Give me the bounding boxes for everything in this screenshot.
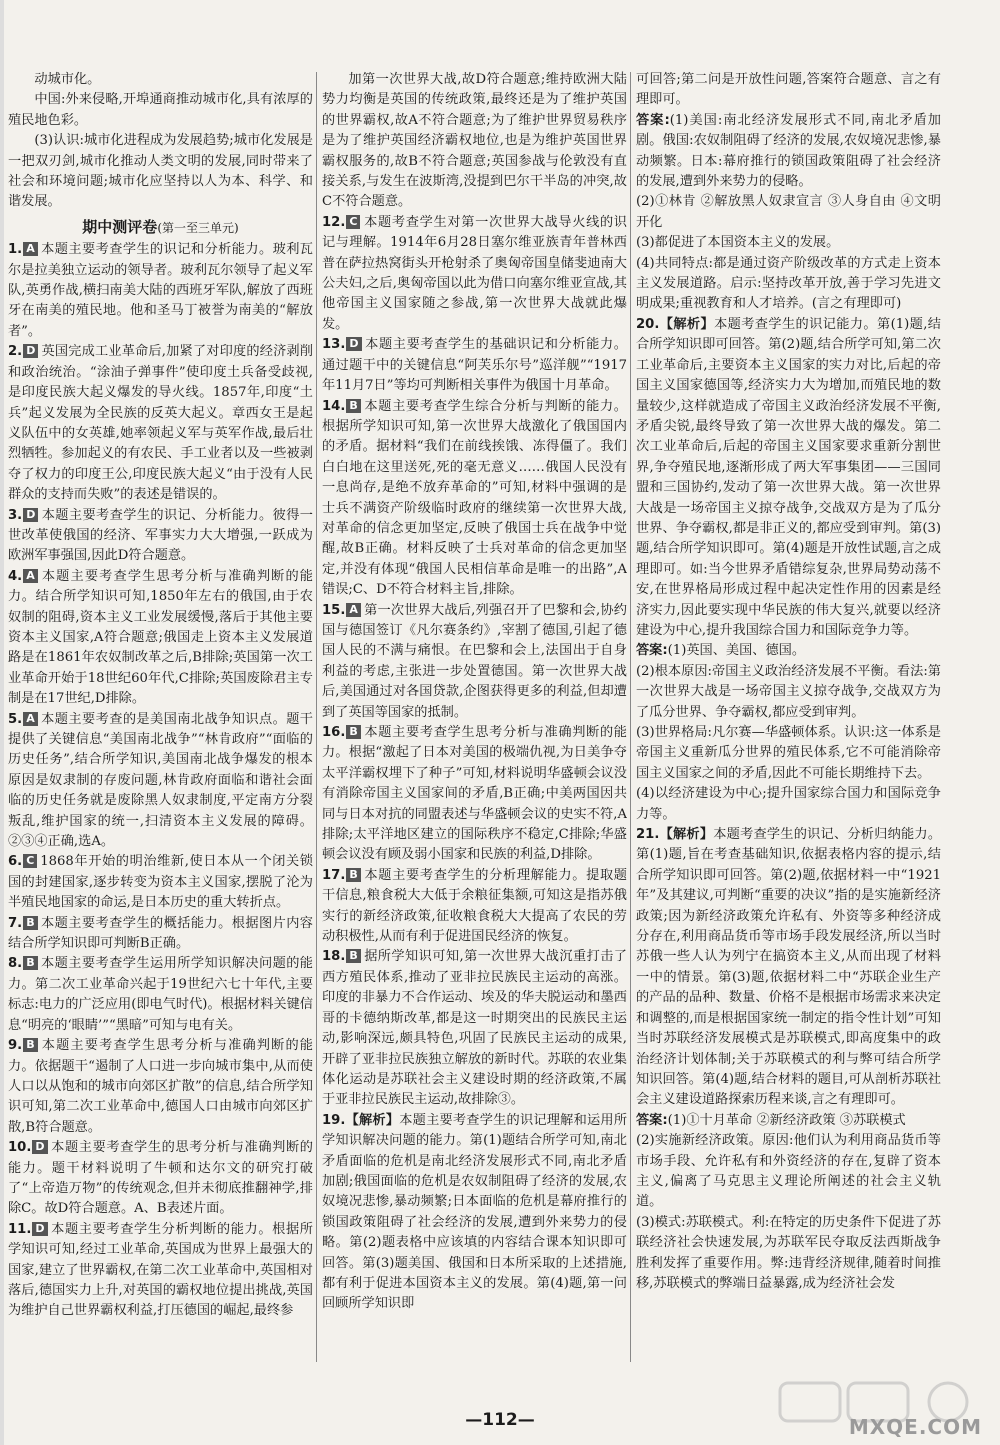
answer-item	[322, 397, 627, 601]
answer-text: 本题主要考查学生的分析理解能力。提取题干信息,粮食税大大低于余粮征集额,可知这是指苏俄实行的新经济政策,征收粮食税大大提高了农民的劳动积极性,从而有利于促进国民经济的恢复。	[322, 867, 627, 945]
answer-text: 本题主要考查的是美国南北战争知识点。题干提供了关键信息“美国南北战争”“林肯政府”“面临的历史任务”,结合所学知识,美国南北战争爆发的根本原因是奴隶制的存废问题,林肯政府面临和谐社会面临的历史任务就是废除黑人奴隶制度,平定南方分裂叛乱,维护国家的统一,扫清资本主义发展的障碍。②③④正确,选A。	[8, 711, 313, 850]
question-number: 10.	[8, 1140, 32, 1156]
answer-item	[8, 342, 313, 505]
answer-letter-badge: A	[23, 569, 38, 583]
question-number: 16.	[322, 725, 346, 740]
question-number: 9.	[8, 1038, 23, 1054]
answer-text: 本题主要考查学生分析判断的能力。根据所学知识可知,经过工业革命,英国成为世界上最强大的国家,建立了世界霸权,在第二次工业革命中,英国相对落后,德国实力上升,对英国的霸权地位提出挑战,英国为维护自己世界霸权利益,打压德国的崛起,最终参	[8, 1221, 313, 1319]
answer-item	[322, 866, 627, 948]
question-number: 2.	[8, 344, 23, 360]
answer-block	[636, 111, 941, 193]
answer-text: 本题主要考查学生运用所学知识解决问题的能力。第二次工业革命兴起于19世纪六七十年代,主要标志:电力的广泛应用(即电气时代)。根据材料关键信息“明亮的‘眼睛’”“黑暗”可知与电有关。	[8, 956, 313, 1033]
question-number: 1.	[8, 242, 23, 258]
analysis-tag: 【解析】	[659, 827, 714, 843]
answer-text: 加第一次世界大战,故D符合题意;维持欧洲大陆势力均衡是英国的传统政策,最终还是为了维护英国的世界霸权,故A不符合题意;为了维护世界贸易秩序是为了维护英国经济霸权地位,也是为维护英国世界霸权服务的,故B不符合题意;英国参战与伦敦没有直接关系,与发生在波斯湾,没提到巴尔干半岛的冲突,故C不符合题意。	[322, 72, 627, 210]
page-number: —112—	[465, 1410, 535, 1430]
answer-list	[636, 70, 941, 1294]
answer-letter-badge: D	[23, 344, 38, 358]
answer-letter-badge: A	[23, 242, 38, 256]
question-number: 5.	[8, 711, 23, 727]
answer-item	[322, 335, 627, 396]
answer-letter-badge: B	[346, 868, 360, 882]
answer-item	[636, 825, 941, 1111]
question-number: 7.	[8, 915, 23, 931]
answer-item	[636, 315, 941, 642]
question-number: 17.	[322, 867, 346, 883]
answer-letter-badge: C	[346, 215, 360, 229]
answer-label: 答案:	[636, 112, 670, 128]
answer-text: 本题主要考查学生思考分析与准确判断的能力。结合所学知识可知,1850年左右的俄国,由于农奴制的阻碍,资本主义工业发展缓慢,落后于其他主要资本主义国家,A符合题意;俄国走上资本主义发展道路是在1861年农奴制改革之后,B排除;英国第一次工业革命开始于18世纪60年代,C排除;英国废除君主专制是在17世纪,D排除。	[8, 568, 313, 707]
answer-text: 本题主要考查学生思考分析与准确判断的能力。依据题干“遏制了人口进一步向城市集中,从而使人口以从饱和的城市向郊区扩散”的信息,结合所学知识可知,第二次工业革命中,德国人口由城市向郊区扩散,B符合题意。	[8, 1038, 313, 1135]
answer-letter-badge: A	[23, 712, 38, 726]
answer-item	[322, 601, 627, 723]
answer-letter-badge: B	[346, 949, 360, 963]
answer-item	[322, 213, 627, 335]
answer-letter-badge: B	[23, 956, 37, 970]
answer-text: 本题主要考查学生的识记和分析能力。玻利瓦尔是拉美独立运动的领导者。玻利瓦尔领导了起义军队,英勇作战,横扫南美大陆的西班牙军队,解放了西班牙在南美的殖民地。他和圣马丁被誉为南美的“解放者”。	[8, 242, 313, 339]
answer-label: 答案:	[636, 1112, 668, 1128]
watermark-text: MXQE.COM	[848, 1415, 982, 1439]
question-number: 19.	[322, 1112, 346, 1128]
answer-item	[8, 1036, 313, 1138]
section-title-text: 期中测评卷	[82, 217, 158, 236]
question-number: 15.	[322, 602, 346, 618]
answer-item	[322, 1111, 627, 1315]
section-title	[8, 217, 313, 238]
analysis-tag: 【解析】	[345, 1112, 400, 1128]
answer-text: 本题考查学生的识记能力。第(1)题,结合所学知识即可回答。第(2)题,结合所学可知,第二次工业革命后,主要资本主义国家的实力对比,后起的帝国主义国家德国等,经济实力大为增加,而殖民地的数量较少,这样就造成了帝国主义政治经济发展不平衡,矛盾尖锐,最终导致了第一次世界大战的爆发。第二次工业革命后,后起的帝国主义国家要求重新分割世界,争夺殖民地,逐渐形成了两大军事集团——三国同盟和三国协约,发动了第一次世界大战。第一次世界大战是一场帝国主义掠夺战争,交战双方是为了瓜分世界、争夺霸权,都是非正义的,都应受到审判。第(3)题,结合所学知识即可。第(4)题是开放性试题,言之成理即可。如:当今世界矛盾错综复杂,世界局势动荡不安,在世界格局形成过程中起决定性作用的因素是经济实力,因此要实现中华民族的伟大复兴,就要以经济建设为中心,提升我国综合国力和国际竞争力等。	[636, 316, 941, 638]
answer-item	[8, 914, 313, 955]
answer-letter-badge: B	[23, 916, 37, 930]
answer-block	[636, 1111, 941, 1131]
answer-item	[8, 954, 313, 1036]
answer-text: 本题主要考查学生的思考分析与准确判断的能力。题干材料说明了牛顿和达尔文的研究打破了“上帝造万物”的传统观念,但并未彻底推翻神学,排除C。故D符合题意。A、B表述片面。	[8, 1140, 313, 1217]
answer-list	[322, 70, 627, 1315]
question-number: 12.	[322, 214, 346, 230]
answer-letter-badge: C	[23, 854, 37, 868]
answer-text: (1)美国:南北经济发展形式不同,南北矛盾加剧。俄国:农奴制阻碍了经济的发展,农奴境况悲惨,暴动频繁。日本:幕府推行的锁国政策阻碍了社会经济的发展,遭到外来势力的侵略。	[636, 112, 941, 190]
answer-item	[8, 852, 313, 913]
answer-label: 答案:	[636, 643, 668, 659]
question-number: 8.	[8, 956, 23, 972]
question-number: 6.	[8, 854, 23, 870]
answer-text: 英国完成工业革命后,加紧了对印度的经济剥削和政治统治。“涂油子弹事件”使印度土兵备受歧视,是印度民族大起义爆发的导火线。1857年,印度“土兵”起义发展为全民族的反英大起义。章西女王是起义队伍中的女英雄,她率领起义军与英军作战,最后壮烈牺牲。参加起义的有农民、手工业者以及一些被剥夺了权力的印度王公,印度民族大起义“由于没有人民群众的支持而失败”的表述是错误的。	[8, 344, 313, 503]
question-number: 14.	[322, 398, 346, 414]
column-3	[636, 70, 941, 1370]
answer-text: 本题主要考查学生的基础识记和分析能力。通过题干中的关键信息“阿芙乐尔号”巡洋舰”“1917年11月7日”等均可判断相关事件为俄国十月革命。	[322, 337, 627, 394]
column-1	[8, 70, 313, 1370]
answer-paragraph: (2)根本原因:帝国主义政治经济发展不平衡。看法:第一次世界大战是一场帝国主义掠夺战争,交战双方为了瓜分世界、争夺霸权,都应受到审判。	[636, 663, 941, 720]
answer-letter-badge: D	[32, 1140, 47, 1154]
answer-letter-badge: D	[346, 337, 361, 351]
answer-item	[322, 723, 627, 866]
answer-item	[8, 1220, 313, 1322]
question-number: 3.	[8, 507, 23, 523]
column-2	[322, 70, 627, 1370]
answer-item	[322, 947, 627, 1110]
answer-paragraph: (2)实施新经济政策。原因:他们认为利用商品货币等市场手段、允许私有和外资经济的存在,复辟了资本主义,偏离了马克思主义理论所阐述的社会主义轨道。	[636, 1133, 941, 1210]
answer-text: 第一次世界大战后,列强召开了巴黎和会,协约国与德国签订《凡尔赛条约》,宰割了德国,引起了德国人民的不满与痛恨。在巴黎和会上,法国出于自身利益的考虑,主张进一步处置德国。第一次世界大战后,美国通过对各国贷款,企图获得更多的利益,但却遭到了英国等国家的抵制。	[322, 602, 627, 720]
answer-text: (1)英国、美国、德国。	[667, 643, 806, 659]
answer-paragraph: (3)模式:苏联模式。利:在特定的历史条件下促进了苏联经济社会快速发展,为苏联军民夺取反法西斯战争胜利发挥了重要作用。弊:违背经济规律,随着时间推移,苏联模式的弊端日益暴露,成为经济社会发	[636, 1214, 941, 1291]
answer-item	[8, 506, 313, 567]
column-divider-2	[630, 72, 631, 1362]
answer-letter-badge: A	[346, 603, 361, 617]
answer-text: 本题主要考查学生的概括能力。根据图片内容结合所学知识即可判断B正确。	[8, 915, 313, 952]
answer-text: 本题考查学生对第一次世界大战导火线的识记与理解。1914年6月28日塞尔维亚族青年普林西普在萨拉热窝街头开枪射杀了奥匈帝国皇储斐迪南大公夫妇,之后,奥匈帝国以此为借口向塞尔维亚宣战,其他帝国主义国家随之参战,第一次世界大战就此爆发。	[322, 214, 627, 332]
question-number: 20.	[636, 316, 660, 332]
answer-item	[8, 240, 313, 342]
column-divider-1	[316, 72, 317, 1362]
answer-item	[8, 1138, 313, 1220]
analysis-tag: 【解析】	[659, 316, 715, 332]
answer-paragraph: (4)以经济建设为中心;提升国家综合国力和国际竞争力等。	[636, 786, 941, 822]
answer-item	[8, 710, 313, 853]
section-subtitle: (第一至三单元)	[157, 220, 239, 235]
binding-edge	[0, 0, 4, 1445]
question-number: 18.	[322, 949, 346, 965]
answer-text: 本题主要考查学生的识记、分析能力。彼得一世改革使俄国的经济、军事实力大大增强,一跃成为欧洲军事强国,因此D符合题意。	[8, 507, 313, 564]
intro-line: 动城市化。	[34, 72, 101, 87]
answer-paragraph: (2)①林肯 ②解放黑人奴隶宣言 ③人身自由 ④文明开化	[636, 194, 941, 230]
answer-paragraph: (3)世界格局:凡尔赛—华盛顿体系。认识:这一体系是帝国主义重新瓜分世界的殖民体系,它不可能消除帝国主义国家之间的矛盾,因此不可能长期维持下去。	[636, 725, 941, 781]
question-number: 21.	[636, 827, 660, 843]
answer-text: 据所学知识可知,第一次世界大战沉重打击了西方殖民体系,推动了亚非拉民族民主运动的高涨。印度的非暴力不合作运动、埃及的华夫脱运动和墨西哥的卡德纳斯改革,都是这一时期突出的民族民主运动,影响深远,颇具特色,巩固了民族民主运动的成果,开辟了亚非拉民族独立解放的新时代。苏联的农业集体化运动是苏联社会主义建设时期的经济政策,不属于亚非拉民族民主运动,故排除③。	[322, 949, 627, 1108]
intro-line: 中国:外来侵略,开埠通商推动城市化,具有浓厚的殖民地色彩。	[8, 92, 313, 128]
answer-letter-badge: B	[23, 1038, 37, 1052]
answer-item	[8, 567, 313, 710]
question-number: 13.	[322, 337, 346, 353]
answer-letter-badge: D	[32, 1222, 47, 1236]
answer-text: 1868年开始的明治维新,使日本从一个闭关锁国的封建国家,逐步转变为资本主义国家,摆脱了沦为半殖民地国家的命运,是日本历史的重大转折点。	[8, 854, 313, 911]
answer-paragraph: 可回答;第二问是开放性问题,答案符合题意、言之有理即可。	[636, 72, 941, 108]
answer-block	[636, 641, 941, 661]
answer-item	[322, 70, 627, 213]
answer-list	[8, 240, 313, 1322]
answer-letter-badge: B	[346, 725, 360, 739]
intro-line: (3)认识:城市化进程成为发展趋势;城市化发展是一把双刃剑,城市化推动人类文明的发展,同时带来了社会和环境问题;城市化应坚持以人为本、科学、和谐发展。	[8, 133, 313, 210]
answer-letter-badge: D	[23, 508, 38, 522]
question-number: 11.	[8, 1221, 32, 1237]
answer-paragraph: (3)都促进了本国资本主义的发展。	[636, 235, 840, 251]
answer-letter-badge: B	[346, 399, 360, 413]
answer-text: 本题主要考查学生思考分析与准确判断的能力。根据“激起了日本对美国的极端仇视,为日美争夺太平洋霸权埋下了种子”可知,材料说明华盛顿会议没有消除帝国主义国家间的矛盾,B正确;中美两国因共同与日本对抗的同盟表述与华盛顿会议的史实不符,A排除;太平洋地区建立的国际秩序不稳定,C排除;华盛顿会议没有顾及弱小国家和民族的利益,D排除。	[322, 725, 627, 863]
answer-text: (1)①十月革命 ②新经济政策 ③苏联模式	[667, 1112, 906, 1128]
answer-text: 本题考查学生的识记、分析归纳能力。第(1)题,旨在考查基础知识,依据表格内容的提示,结合所学知识即可回答。第(2)题,依据材料一中“1921年”及其建议,可判断“重要的决议”指的是实施新经济政策;因为新经济政策允许私有、外资等多种经济成分存在,利用商品货币等市场手段发展经济,所以当时苏俄一些人认为列宁在搞资本主义,从而出现了材料一中的情景。第(3)题,依据材料二中“苏联企业生产的产品的品种、数量、价格不是根据市场需求来决定和调整的,而是根据国家统一制定的指令性计划”可知当时苏联经济发展模式是苏联模式,即高度集中的政治经济计划体制;关于苏联模式的利与弊可结合所学知识回答。第(4)题,结合材料的题目,可从剖析苏联社会主义建设道路探索历程来谈,言之有理即可。	[636, 827, 941, 1108]
answer-paragraph: (4)共同特点:都是通过资产阶级改革的方式走上资本主义发展道路。启示:坚持改革开放,善于学习先进文明成果;重视教育和人才培养。(言之有理即可)	[636, 255, 941, 312]
question-number: 4.	[8, 568, 23, 584]
answer-text: 本题主要考查学生综合分析与判断的能力。根据所学知识可知,第一次世界大战激化了俄国国内的矛盾。据材料“我们在前线挨饿、冻得僵了。我们白白地在这里送死,死的毫无意义……俄国人民没有一息尚存,是绝不放弃革命的”可知,材料中强调的是士兵不满资产阶级临时政府的继续第一次世界大战,对革命的信念更加坚定,反映了俄国士兵在战争中觉醒,故B正确。材料反映了士兵对革命的信念更加坚定,并没有体现“俄国人民相信革命是唯一的出路”,A错误;C、D不符合材料主旨,排除。	[322, 398, 627, 598]
answer-text: 本题主要考查学生的识记理解和运用所学知识解决问题的能力。第(1)题结合所学可知,南北矛盾面临的危机是南北经济发展形式不同,南北矛盾加剧;俄国面临的危机是农奴制阻碍了经济的发展,农奴境况悲惨,暴动频繁;日本面临的危机是幕府推行的锁国政策阻碍了社会经济的发展,遭到外来势力的侵略。第(2)题表格中应该填的内容结合课本知识即可回答。第(3)题美国、俄国和日本所采取的上述措施,都有利于促进本国资本主义的发展。第(4)题,第一问回顾所学知识即	[322, 1112, 627, 1312]
